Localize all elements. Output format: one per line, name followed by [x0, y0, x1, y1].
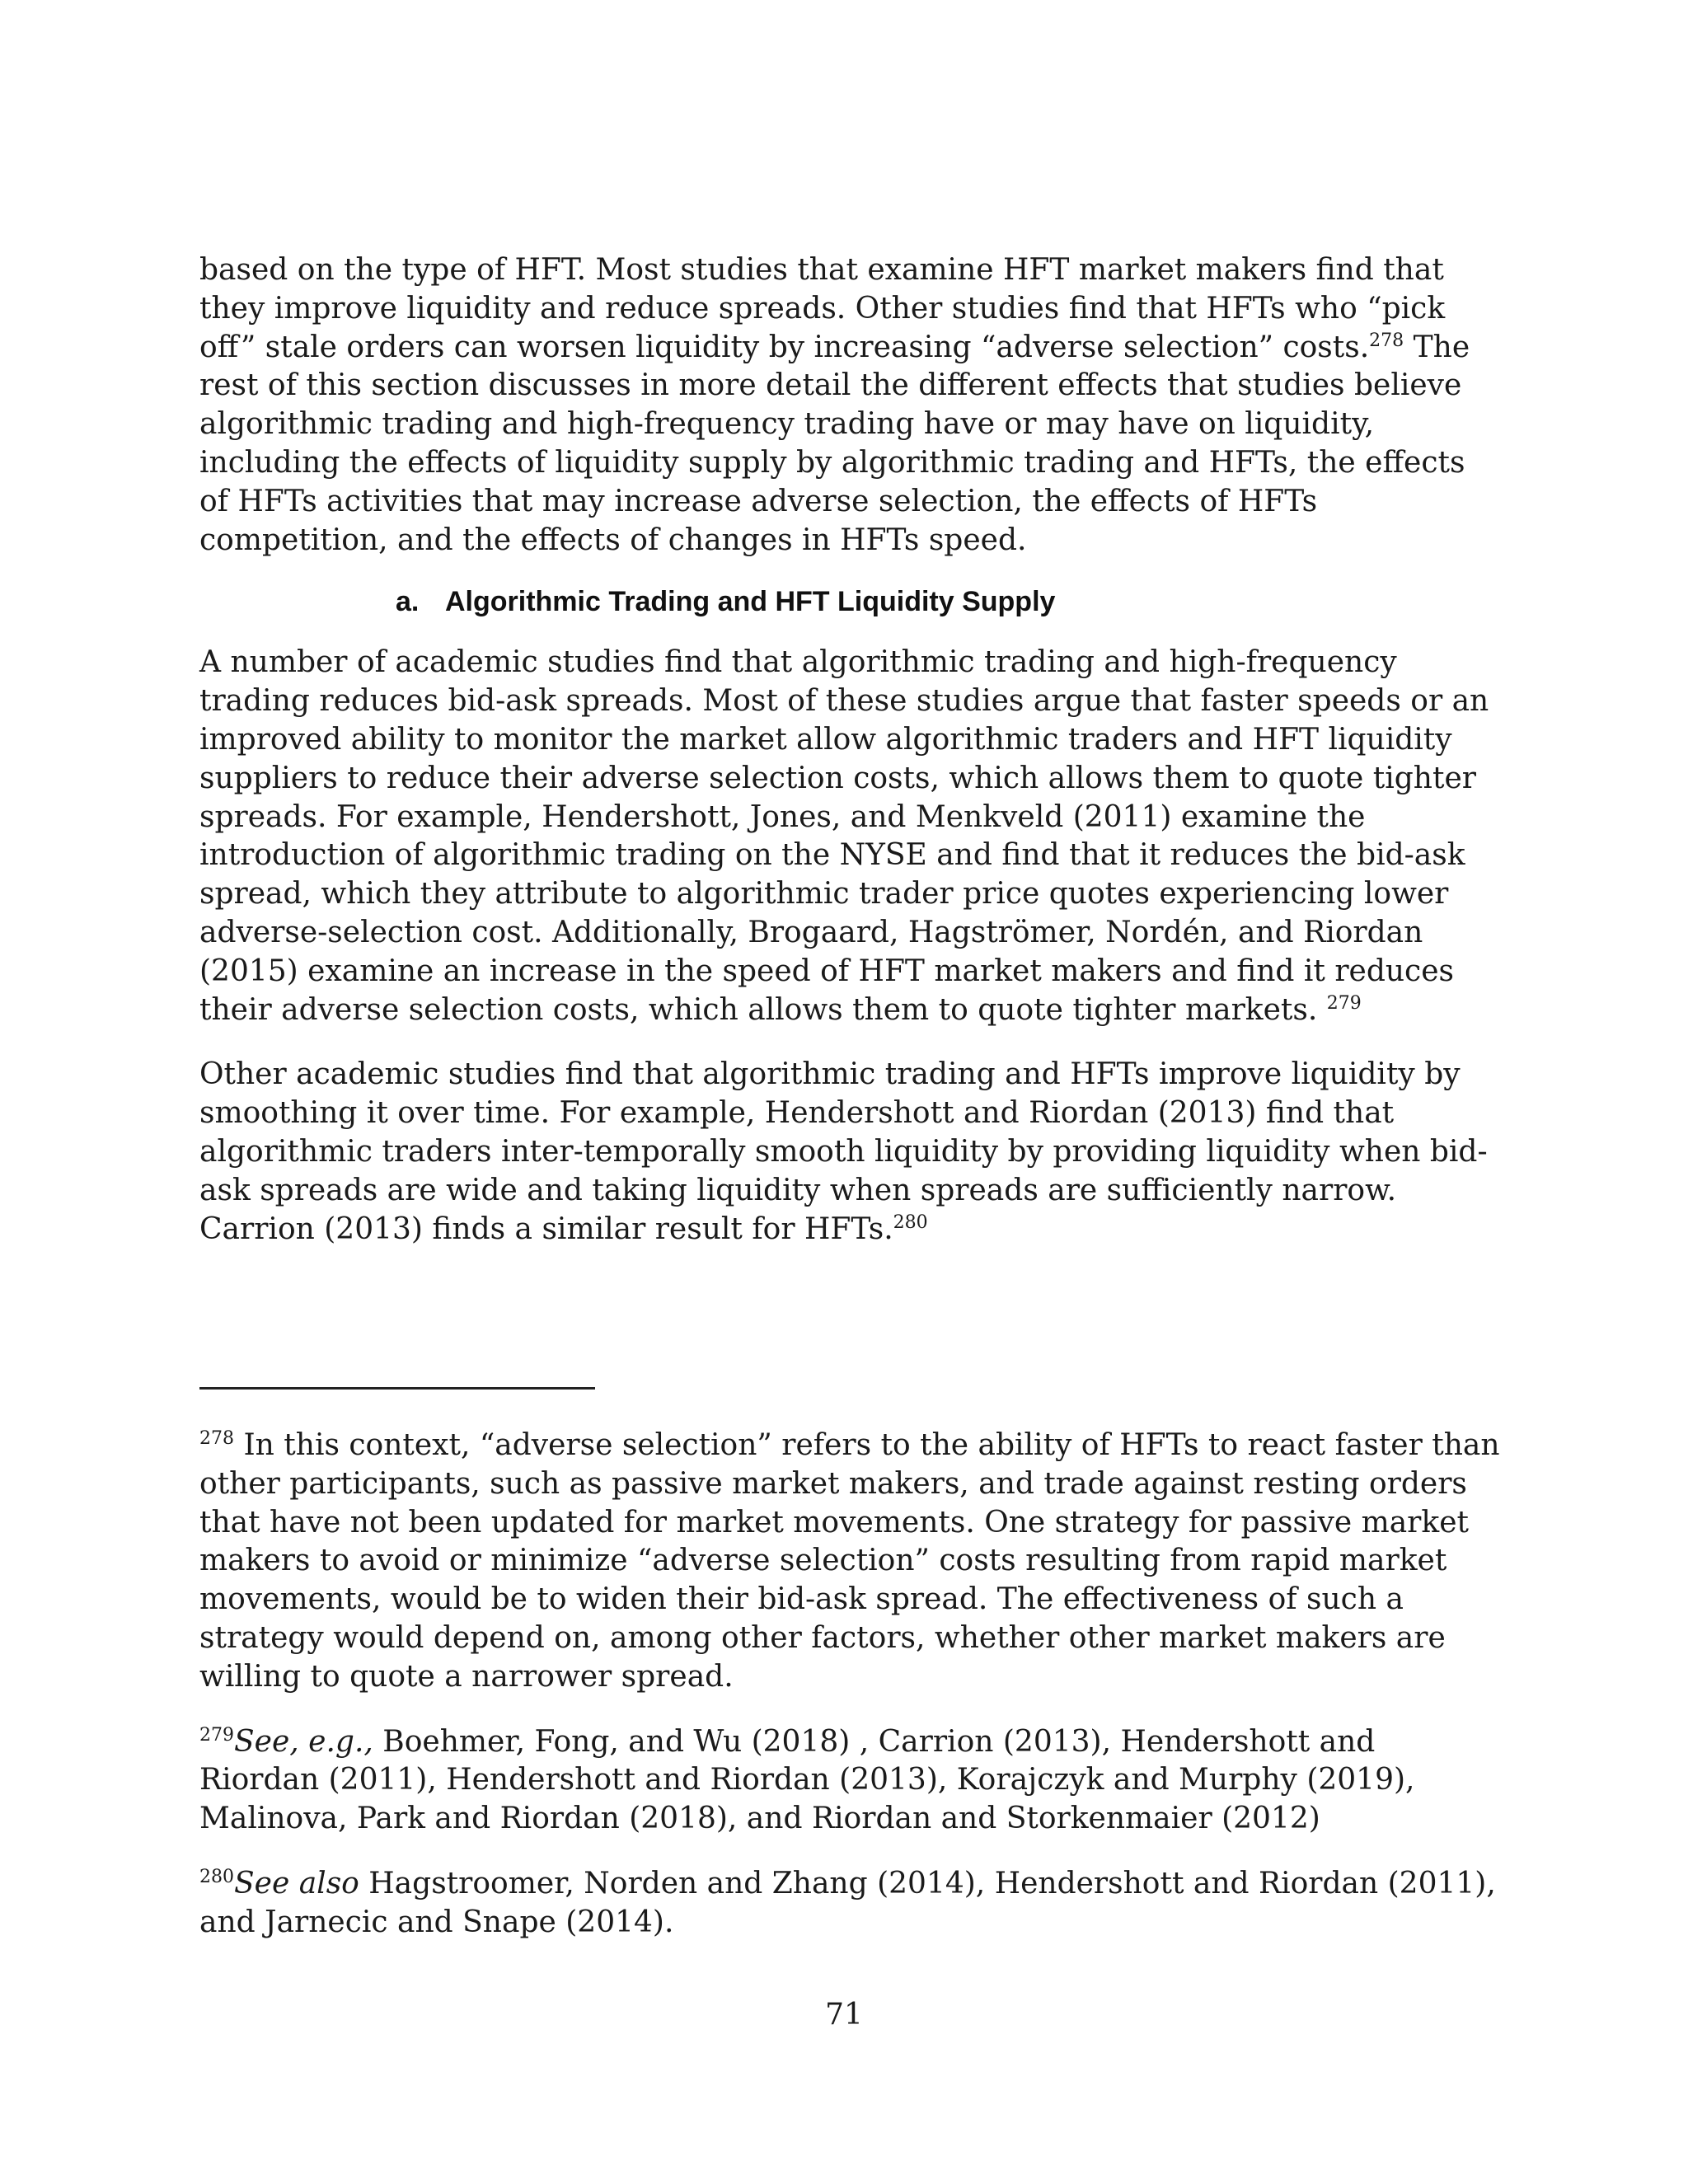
- footnote-signal: See also: [234, 1866, 359, 1900]
- footnotes: [199, 1427, 1502, 1943]
- footnote-280: [199, 1865, 1502, 1943]
- section-heading: [396, 583, 1502, 621]
- footnote-ref-280[interactable]: 280: [893, 1212, 928, 1233]
- paragraph-smoothing: [199, 1056, 1502, 1249]
- footnote-278: [199, 1427, 1502, 1697]
- paragraph-liquidity-supply: [199, 644, 1502, 1029]
- page-number: 71: [825, 1998, 863, 2032]
- footnote-number: 279: [199, 1724, 234, 1746]
- footnote-number: 278: [199, 1428, 234, 1449]
- intro-paragraph: [199, 251, 1502, 560]
- footnote-text: Boehmer, Fong, and Wu (2018) , Carrion (2013), Hendershott and Riordan (2011), Hendershott and Riordan (2013), Korajczyk and Murphy (2019), Malinova, Park and Riordan (2018), and Riordan and Storkenmaier (2012): [199, 1724, 1415, 1836]
- section-number: a.: [396, 586, 420, 618]
- footnote-number: 280: [199, 1866, 234, 1887]
- paragraph-text: Other academic studies find that algorithmic trading and HFTs improve liquidity by smoothing it over time. For example, Hendershott and Riordan (2013) find that algorithmic traders inter-temporally smooth liquidity by providing liquidity when bid-ask spreads are wide and taking liquidity when spreads are sufficiently narrow. Carrion (2013) finds a similar result for HFTs.: [199, 1057, 1488, 1246]
- intro-text: based on the type of HFT. Most studies that examine HFT market makers find that they improve liquidity and reduce spreads. Other studies find that HFTs who “pick off” stale orders can worsen liquidity by increasing “adverse selection” costs.: [199, 253, 1446, 364]
- footnote-separator: [199, 1387, 595, 1390]
- footnote-text: Hagstroomer, Norden and Zhang (2014), Hendershott and Riordan (2011), and Jarnecic and Snape (2014).: [199, 1866, 1496, 1939]
- section-title: Algorithmic Trading and HFT Liquidity Supply: [445, 586, 1056, 618]
- intro-text-continued: The rest of this section discusses in more detail the different effects that studies believe algorithmic trading and high-frequency trading have or may have on liquidity, including the effects of liquidity supply by algorithmic trading and HFTs, the effects of HFTs activities that may increase adverse selection, the effects of HFTs competition, and the effects of changes in HFTs speed.: [199, 330, 1470, 557]
- footnote-ref-278[interactable]: 278: [1369, 330, 1404, 351]
- footnote-signal: See, e.g.,: [234, 1724, 373, 1759]
- document-body: [199, 251, 1502, 1249]
- paragraph-text: A number of academic studies find that algorithmic trading and high-frequency trading reduces bid-ask spreads. Most of these studies argue that faster speeds or an improved ability to monitor the market allow algorithmic traders and HFT liquidity suppliers to reduce their adverse selection costs, which allows them to quote tighter spreads. For example, Hendershott, Jones, and Menkveld (2011) examine the introduction of algorithmic trading on the NYSE and find that it reduces the bid-ask spread, which they attribute to algorithmic trader price quotes experiencing lower adverse-selection cost. Additionally, Brogaard, Hagströmer, Nordén, and Riordan (2015) examine an increase in the speed of HFT market makers and find it reduces their adverse selection costs, which allows them to quote tighter markets.: [199, 645, 1489, 1027]
- footnote-text: In this context, “adverse selection” refers to the ability of HFTs to react faster than other participants, such as passive market makers, and trade against resting orders that have not been updated for market movements. One strategy for passive market makers to avoid or minimize “adverse selection” costs resulting from rapid market movements, would be to widen their bid-ask spread. The effectiveness of such a strategy would depend on, among other factors, whether other market makers are willing to quote a narrower spread.: [199, 1428, 1500, 1694]
- footnote-ref-279[interactable]: 279: [1326, 992, 1362, 1014]
- footnote-279: [199, 1723, 1502, 1839]
